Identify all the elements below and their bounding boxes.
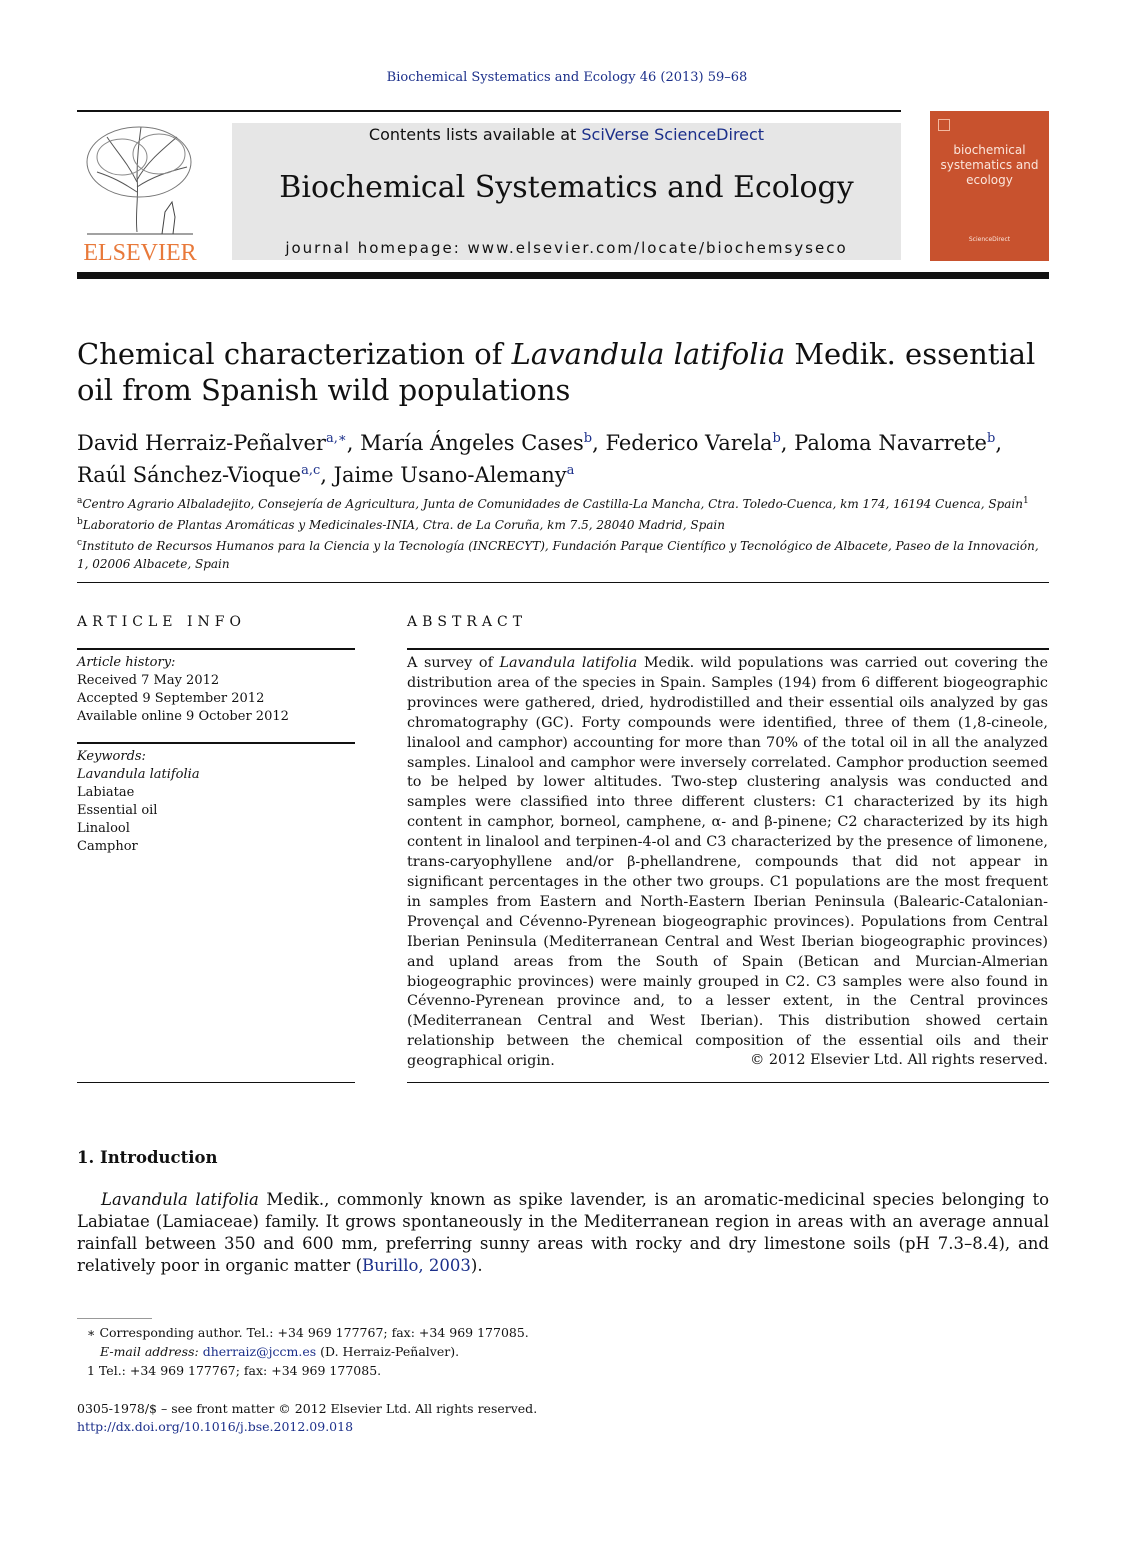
intro-text: Medik., commonly known as spike lavender, is an aromatic-medicinal species belonging to Labiatae (Lamiaceae) family. It grows spontaneously in the Mediterranean region in areas with an average annual rainfall between 350 and 600 mm, preferring sunny areas with rocky and dry limestone soils (pH 7.3–8.4), and relatively poor in organic matter (	[77, 1190, 1050, 1275]
affiliation	[77, 534, 1049, 573]
keyword: Lavandula latifolia	[77, 767, 200, 782]
footnotes	[77, 1323, 1049, 1380]
keywords-label: Keywords:	[77, 749, 146, 764]
intro-end: ).	[470, 1256, 483, 1275]
author-name: Jaime Usano-Alemany	[333, 463, 567, 487]
affiliation-label: a	[77, 496, 83, 506]
footnote-1: 1 Tel.: +34 969 177767; fax: +34 969 177085.	[87, 1363, 382, 1378]
abstract-heading: ABSTRACT	[407, 614, 528, 630]
author-affiliation-link[interactable]: a,∗	[325, 431, 347, 446]
email-line	[77, 1342, 1049, 1361]
email-label: E-mail address:	[100, 1344, 203, 1359]
introduction-paragraph	[77, 1189, 1049, 1277]
footnote-rule	[77, 1318, 152, 1319]
title-part2: Medik. essential oil from Spanish wild populations	[77, 337, 1036, 407]
history-label: Article history:	[77, 655, 176, 670]
author-name: María Ángeles Cases	[360, 431, 584, 455]
keyword: Linalool	[77, 821, 130, 836]
affiliation-footnote-link[interactable]: 1	[1022, 496, 1029, 506]
email-link[interactable]: dherraiz@jccm.es	[202, 1344, 317, 1359]
affiliations	[77, 492, 1049, 573]
introduction-heading: 1. Introduction	[77, 1148, 218, 1167]
sciencedirect-link[interactable]: SciVerse ScienceDirect	[581, 125, 765, 144]
author-separator: ,	[592, 431, 606, 455]
article-history	[77, 654, 355, 726]
title-part1: Chemical characterization of	[77, 337, 512, 371]
cover-publisher: ScienceDirect	[968, 236, 1011, 243]
journal-citation[interactable]: Biochemical Systematics and Ecology 46 (2013) 59–68	[386, 70, 748, 85]
author-separator: ,	[780, 431, 795, 455]
elsevier-logo	[77, 122, 203, 264]
article-info-heading: ARTICLE INFO	[77, 614, 246, 630]
reference-link[interactable]: Burillo, 2003	[362, 1256, 471, 1275]
issn-line: 0305-1978/$ – see front matter © 2012 Elsevier Ltd. All rights reserved.	[77, 1401, 538, 1416]
journal-cover	[930, 111, 1049, 261]
history-item: Available online 9 October 2012	[77, 709, 289, 724]
author-affiliation-link[interactable]: a,c	[301, 463, 321, 478]
author-separator: ,	[995, 431, 1002, 455]
author-affiliation-link[interactable]: a	[566, 463, 575, 478]
affiliation	[77, 513, 1049, 534]
keywords	[77, 748, 355, 856]
author-name: David Herraiz-Peñalver	[77, 431, 326, 455]
abstract-body	[407, 654, 1048, 1072]
cover-publisher-icon	[938, 119, 950, 131]
abstract-lead: A survey of	[407, 655, 500, 671]
keyword: Essential oil	[77, 803, 158, 818]
email-name: (D. Herraiz-Peñalver).	[316, 1344, 460, 1359]
author-affiliation-link[interactable]: b	[986, 431, 996, 446]
abstract-copyright: © 2012 Elsevier Ltd. All rights reserved.	[749, 1052, 1048, 1068]
author-name: Paloma Navarrete	[794, 431, 987, 455]
affiliation-label: b	[77, 517, 83, 527]
article-info-rule	[77, 742, 355, 744]
author-separator: ,	[346, 431, 361, 455]
author-list	[77, 425, 1057, 489]
cover-title: biochemical systematics and ecology	[940, 143, 1039, 187]
affiliation-label: c	[77, 538, 83, 548]
front-matter	[77, 1400, 1049, 1436]
affiliation-text: Instituto de Recursos Humanos para la Ciencia y la Tecnología (INCRECYT), Fundación Parque Científico y Tecnológico de Albacete, Paseo de la Innovación, 1, 02006 Albacete, Spain	[77, 539, 1039, 571]
author-name: Federico Varela	[605, 431, 773, 455]
affiliation	[77, 492, 1049, 513]
history-item: Received 7 May 2012	[77, 673, 220, 688]
intro-species: Lavandula latifolia	[101, 1190, 259, 1209]
header-rule	[77, 110, 901, 112]
affiliation-text: Centro Agrario Albaladejito, Consejería de Agricultura, Junta de Comunidades de Castilla-La Mancha, Ctra. Toledo-Cuenca, km 174, 16194 Cuenca, Spain	[82, 497, 1023, 511]
journal-homepage[interactable]: journal homepage: www.elsevier.com/locate/biochemsyseco	[285, 239, 848, 257]
elsevier-wordmark: ELSEVIER	[83, 240, 197, 264]
contents-line	[232, 125, 901, 144]
history-item: Accepted 9 September 2012	[77, 691, 265, 706]
contents-prefix: Contents lists available at	[368, 125, 582, 144]
article-info-rule	[77, 648, 355, 650]
author-affiliation-link[interactable]: b	[772, 431, 781, 446]
title-italic: Lavandula latifolia	[511, 337, 786, 371]
journal-banner	[232, 123, 901, 260]
abstract-rule	[407, 648, 1049, 650]
affiliation-text: Laboratorio de Plantas Aromáticas y Medicinales-INIA, Ctra. de La Coruña, km 7.5, 28040 Madrid, Spain	[82, 518, 725, 532]
author-name: Raúl Sánchez-Vioque	[77, 463, 302, 487]
journal-name: Biochemical Systematics and Ecology	[279, 170, 854, 205]
abstract-species: Lavandula latifolia	[499, 655, 638, 671]
keyword: Labiatae	[77, 785, 135, 800]
article-info-rule	[77, 1082, 355, 1083]
affiliation-rule	[77, 582, 1049, 583]
doi-link[interactable]: http://dx.doi.org/10.1016/j.bse.2012.09.018	[77, 1419, 354, 1434]
abstract-text: Medik. wild populations was carried out covering the distribution area of the species in Spain. Samples (194) from 6 different biogeographic provinces were gathered, dried, hydrodistilled and their essential oils analyzed by gas chromatography (GC). Forty compounds were identified, three of them (1,8-cineole, linalool and camphor) accounting for more than 70% of the total oil in all the analyzed samples. Linalool and camphor were inversely correlated. Camphor production seemed to be helped by lower altitudes. Two-step clustering analysis was conducted and samples were classified into three different clusters: C1 characterized by its high content in camphor, borneol, camphene, α- and β-pinene; C2 characterized by its high content in linalool and terpinen-4-ol and C3 characterized by the presence of limonene, trans-caryophyllene and/or β-phellandrene, compounds that did not appear in significant percentages in the other two groups. C1 populations are the most frequent in samples from Eastern and North-Eastern Iberian Peninsula (Balearic-Catalonian-Provençal and Cévenno-Pyrenean biogeographic provinces). Populations from Central Iberian Peninsula (Mediterranean Central and West Iberian biogeographic provinces) and upland areas from the South of Spain (Betican and Murcian-Almerian biogeographic provinces) were mainly grouped in C2. C3 samples were also found in Cévenno-Pyrenean province and, to a lesser extent, in the Central provinces (Mediterranean Central and West Iberian). This distribution showed certain relationship between the chemical composition of the essential oils and their geographical origin.	[407, 655, 1048, 1070]
article-title	[77, 336, 1057, 408]
keyword: Camphor	[77, 839, 138, 854]
author-separator: ,	[320, 463, 334, 487]
header-thick-rule	[77, 272, 1049, 279]
author-affiliation-link[interactable]: b	[583, 431, 593, 446]
corresponding-author-note: ∗ Corresponding author. Tel.: +34 969 177767; fax: +34 969 177085.	[87, 1325, 529, 1340]
abstract-rule	[407, 1082, 1049, 1083]
